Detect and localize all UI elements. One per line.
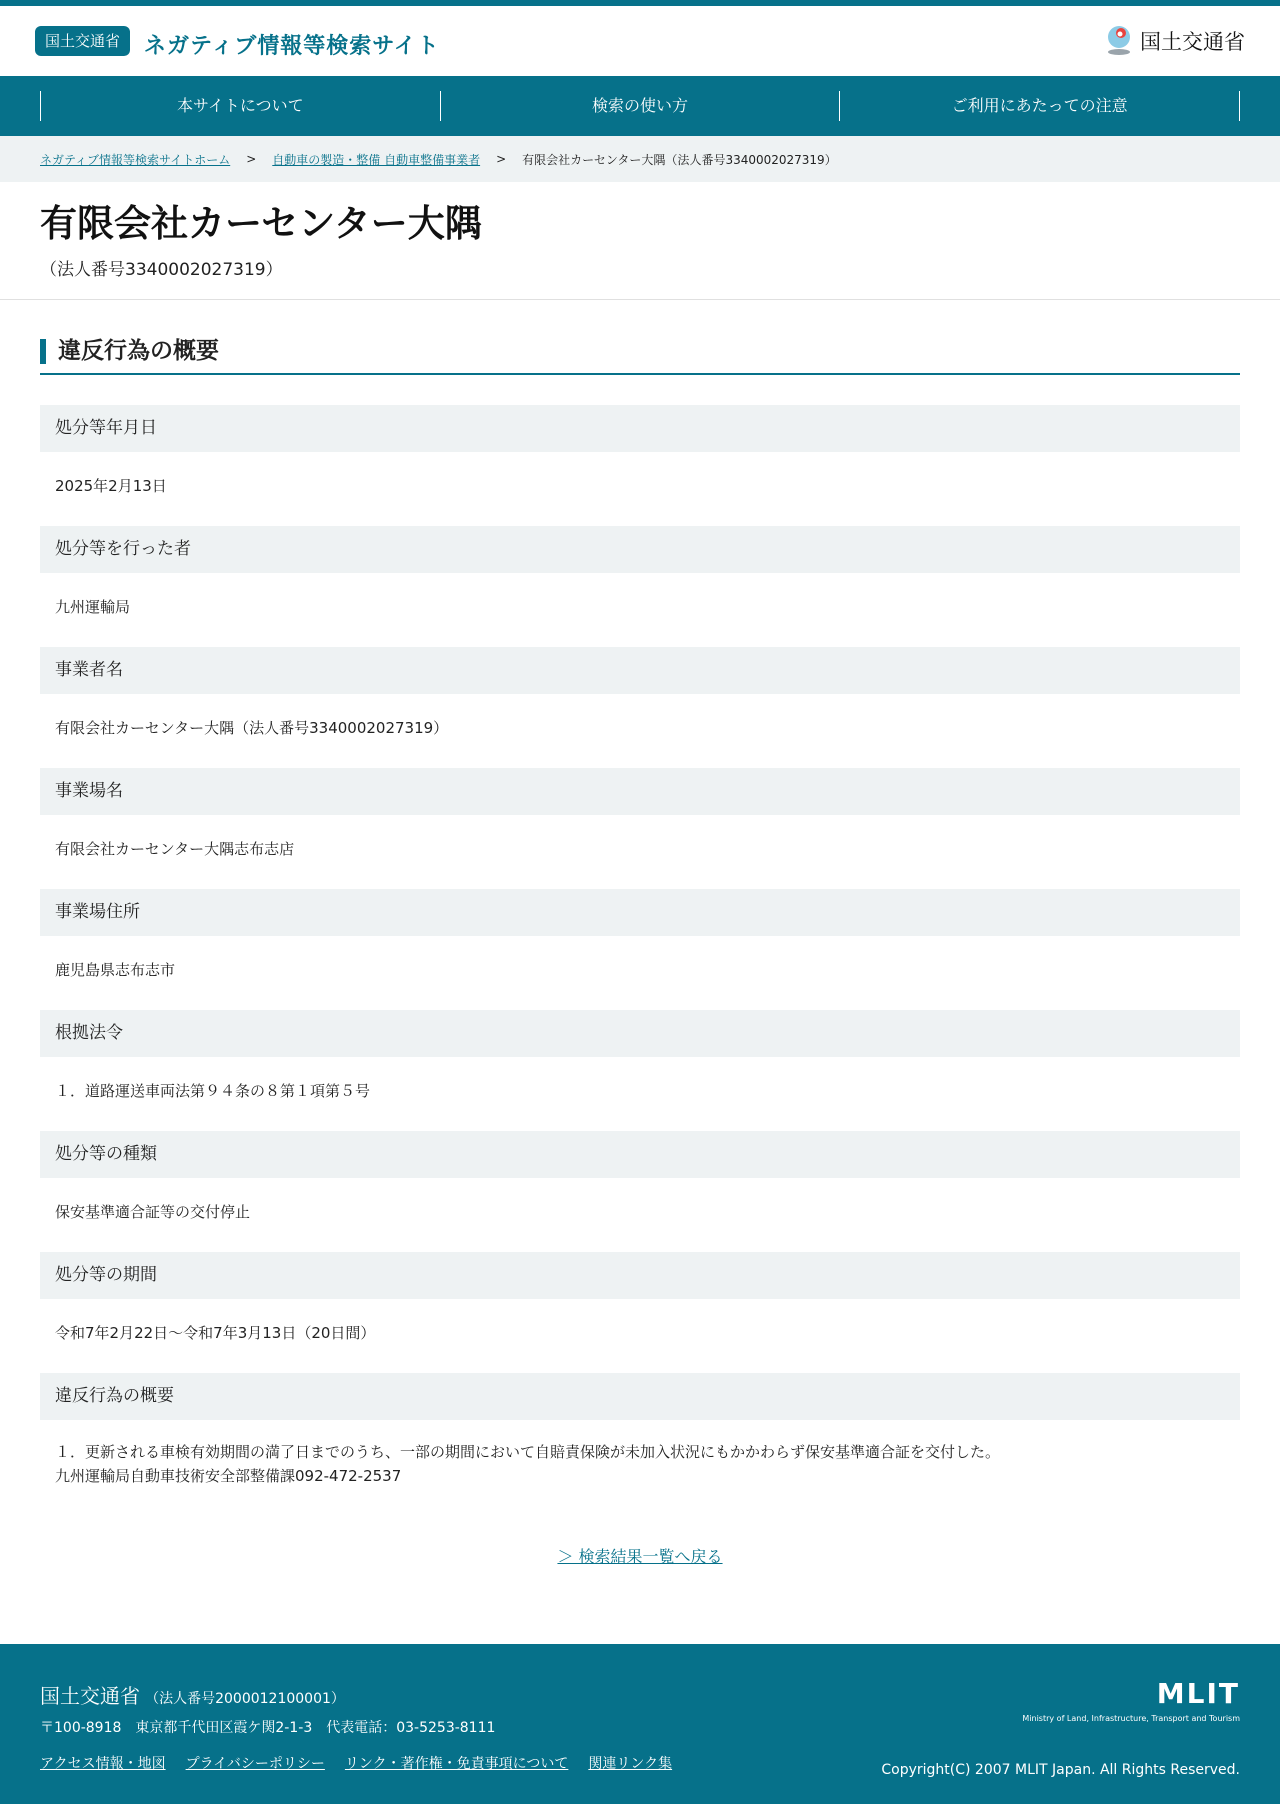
field-value-site-address: 鹿児島県志布志市 [55, 961, 176, 979]
field-value-site-name: 有限会社カーセンター大隅志布志店 [55, 840, 295, 858]
violation-contact-text: 九州運輸局自動車技術安全部整備課092-472-2537 [55, 1467, 402, 1485]
site-header [0, 6, 1280, 76]
field-value-violation-summary [40, 1420, 1240, 1488]
main-nav [0, 76, 1280, 136]
breadcrumb-separator: > [246, 152, 257, 166]
nav-usage-notes[interactable]: ご利用にあたっての注意 [839, 91, 1240, 121]
field-label-disposition-date: 処分等年月日 [40, 405, 1240, 452]
field-label-authority: 処分等を行った者 [40, 526, 1240, 573]
field-label-disposition-type: 処分等の種類 [40, 1131, 1240, 1178]
breadcrumb-category-link[interactable]: 自動車の製造・整備 自動車整備事業者 [272, 152, 481, 167]
site-title[interactable]: ネガティブ情報等検索サイト [144, 34, 440, 59]
breadcrumb-home-link[interactable]: ネガティブ情報等検索サイトホーム [40, 152, 231, 167]
field-label-disposition-period: 処分等の期間 [40, 1252, 1240, 1299]
title-area [0, 182, 1280, 300]
footer-org-name: 国土交通省 [40, 1684, 140, 1708]
field-value-business-name: 有限会社カーセンター大隅（法人番号3340002027319） [55, 719, 449, 737]
field-value-disposition-type: 保安基準適合証等の交付停止 [55, 1203, 251, 1221]
breadcrumb-current: 有限会社カーセンター大隅（法人番号3340002027319） [522, 152, 837, 167]
nav-about[interactable]: 本サイトについて [40, 91, 440, 121]
ministry-badge[interactable]: 国土交通省 [35, 26, 130, 56]
footer-address: 〒100-8918 東京都千代田区霞ケ関2-1-3 代表電話：03-5253-8111 [40, 1720, 496, 1736]
footer-link-related[interactable]: 関連リンク集 [588, 1756, 673, 1772]
ministry-logo[interactable] [1104, 24, 1245, 58]
field-label-violation-summary: 違反行為の概要 [40, 1373, 1240, 1420]
violation-summary-text: １．更新される車検有効期間の満了日までのうち、一部の期間において自賠責保険が未加入状況にもかかわらず保安基準適合証を交付した。 [55, 1443, 1001, 1461]
mlit-logo-subtitle: Ministry of Land, Infrastructure, Transport and Tourism [1022, 1714, 1240, 1723]
footer-corp-number: （法人番号2000012100001） [145, 1691, 345, 1707]
mlit-logo-word: MLIT [1156, 1677, 1240, 1710]
footer-link-access[interactable]: アクセス情報・地図 [40, 1756, 166, 1772]
footer-link-privacy[interactable]: プライバシーポリシー [185, 1756, 325, 1772]
field-value-disposition-date: 2025年2月13日 [55, 477, 167, 495]
breadcrumb-separator: > [496, 152, 507, 166]
breadcrumb [0, 136, 1280, 182]
main-content [0, 300, 1280, 1567]
detail-fields [40, 405, 1240, 1488]
back-link-wrap [40, 1544, 1240, 1567]
field-value-authority: 九州運輸局 [55, 598, 131, 616]
logo-text: 国土交通省 [1140, 30, 1245, 54]
field-value-legal-basis: １．道路運送車両法第９４条の８第１項第５号 [55, 1082, 371, 1100]
field-value-disposition-period: 令和7年2月22日～令和7年3月13日（20日間） [55, 1324, 376, 1342]
page-subtitle: （法人番号3340002027319） [40, 259, 283, 280]
field-label-legal-basis: 根拠法令 [40, 1010, 1240, 1057]
mlit-logo[interactable] [1022, 1677, 1240, 1723]
field-label-business-name: 事業者名 [40, 647, 1240, 694]
copyright: Copyright(C) 2007 MLIT Japan. All Rights Reserved. [881, 1762, 1240, 1778]
field-label-site-address: 事業場住所 [40, 889, 1240, 936]
page-title: 有限会社カーセンター大隅 [40, 202, 482, 245]
back-to-results-link[interactable]: ＞ 検索結果一覧へ戻る [557, 1547, 723, 1566]
footer-link-copyright[interactable]: リンク・著作権・免責事項について [344, 1756, 569, 1772]
mlit-emblem-icon [1104, 24, 1134, 58]
section-title: 違反行為の概要 [40, 338, 1240, 375]
field-label-site-name: 事業場名 [40, 768, 1240, 815]
site-footer [0, 1644, 1280, 1804]
nav-how-to-search[interactable]: 検索の使い方 [440, 91, 840, 121]
